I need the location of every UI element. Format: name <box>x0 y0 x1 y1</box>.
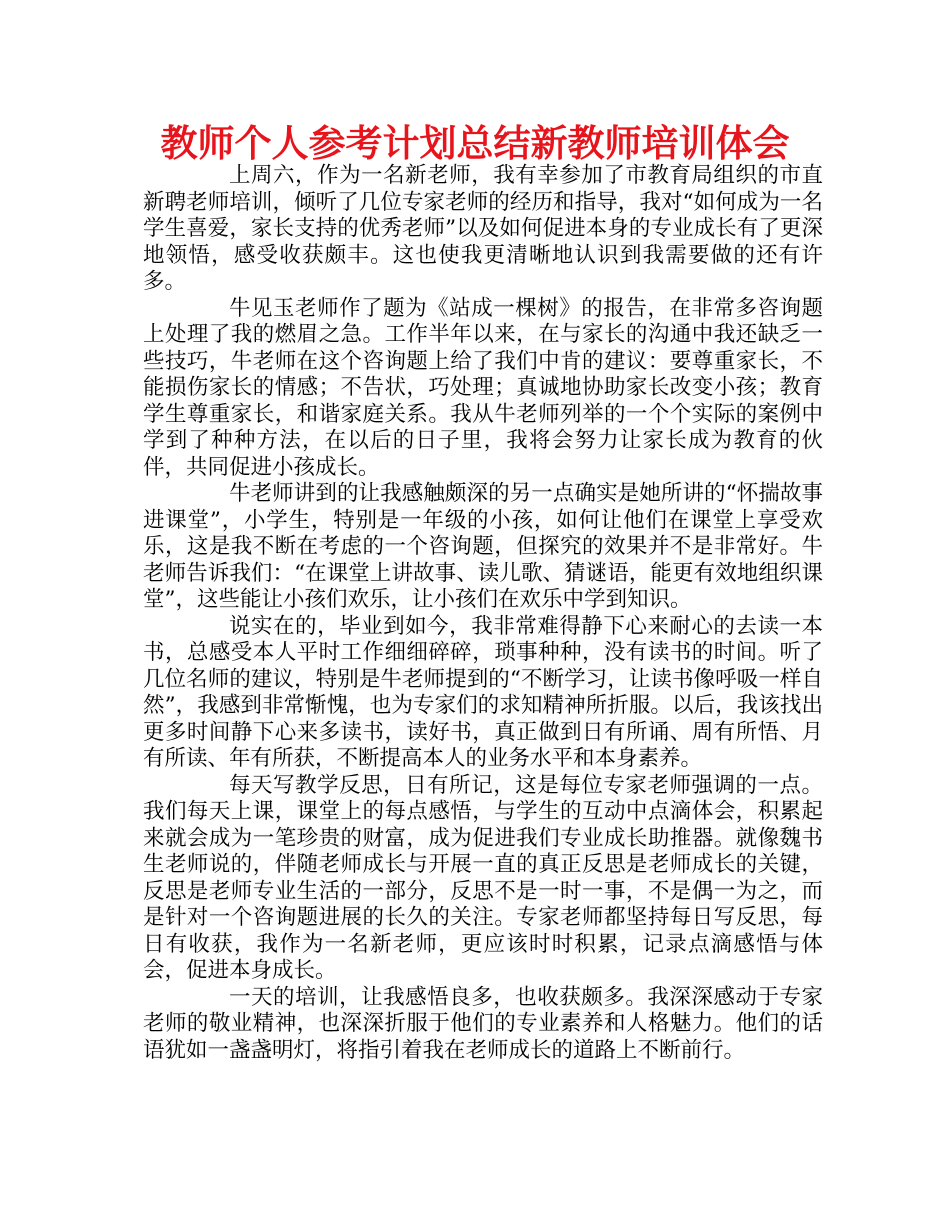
document-body <box>143 163 823 1064</box>
paragraph: 每天写教学反思，日有所记，这是每位专家老师强调的一点。我们每天上课，课堂上的每点感悟，与学生的互动中点滴体会，积累起来就会成为一笔珍贵的财富，成为促进我们专业成长助推器。就像魏书生老师说的，伴随老师成长与开展一直的真正反思是老师成长的关键，反思是老师专业生活的一部分，反思不是一时一事，不是偶一为之，而是针对一个咨询题进展的长久的关注。专家老师都坚持每日写反思，每日有收获，我作为一名新老师，更应该时时积累，记录点滴感悟与体会，促进本身成长。 <box>143 772 823 983</box>
paragraph: 上周六，作为一名新老师，我有幸参加了市教育局组织的市直新聘老师培训，倾听了几位专家老师的经历和指导，我对“如何成为一名学生喜爱，家长支持的优秀老师”以及如何促进本身的专业成长有了更深地领悟，感受收获颇丰。这也使我更清晰地认识到我需要做的还有许多。 <box>143 163 823 294</box>
paragraph: 牛老师讲到的让我感触颇深的另一点确实是她所讲的“怀揣故事进课堂”，小学生，特别是一年级的小孩，如何让他们在课堂上享受欢乐，这是我不断在考虑的一个咨询题，但探究的效果并不是非常好。牛老师告诉我们：“在课堂上讲故事、读儿歌、猜谜语，能更有效地组织课堂”，这些能让小孩们欢乐，让小孩们在欢乐中学到知识。 <box>143 481 823 612</box>
paragraph: 说实在的，毕业到如今，我非常难得静下心来耐心的去读一本书，总感受本人平时工作细细碎碎，琐事种种，没有读书的时间。听了几位名师的建议，特别是牛老师提到的“不断学习，让读书像呼吸一样自然”，我感到非常惭愧，也为专家们的求知精神所折服。以后，我该找出更多时间静下心来多读书，读好书，真正做到日有所诵、周有所悟、月有所读、年有所获，不断提高本人的业务水平和本身素养。 <box>143 613 823 771</box>
paragraph: 牛见玉老师作了题为《站成一棵树》的报告，在非常多咨询题上处理了我的燃眉之急。工作半年以来，在与家长的沟通中我还缺乏一些技巧，牛老师在这个咨询题上给了我们中肯的建议：要尊重家长，不能损伤家长的情感；不告状，巧处理；真诚地协助家长改变小孩；教育学生尊重家长，和谐家庭关系。我从牛老师列举的一个个实际的案例中学到了种种方法，在以后的日子里，我将会努力让家长成为教育的伙伴，共同促进小孩成长。 <box>143 295 823 480</box>
document-title: 教师个人参考计划总结新教师培训体会 <box>160 122 790 165</box>
paragraph: 一天的培训，让我感悟良多，也收获颇多。我深深感动于专家老师的敬业精神，也深深折服于他们的专业素养和人格魅力。他们的话语犹如一盏盏明灯，将指引着我在老师成长的道路上不断前行。 <box>143 984 823 1063</box>
